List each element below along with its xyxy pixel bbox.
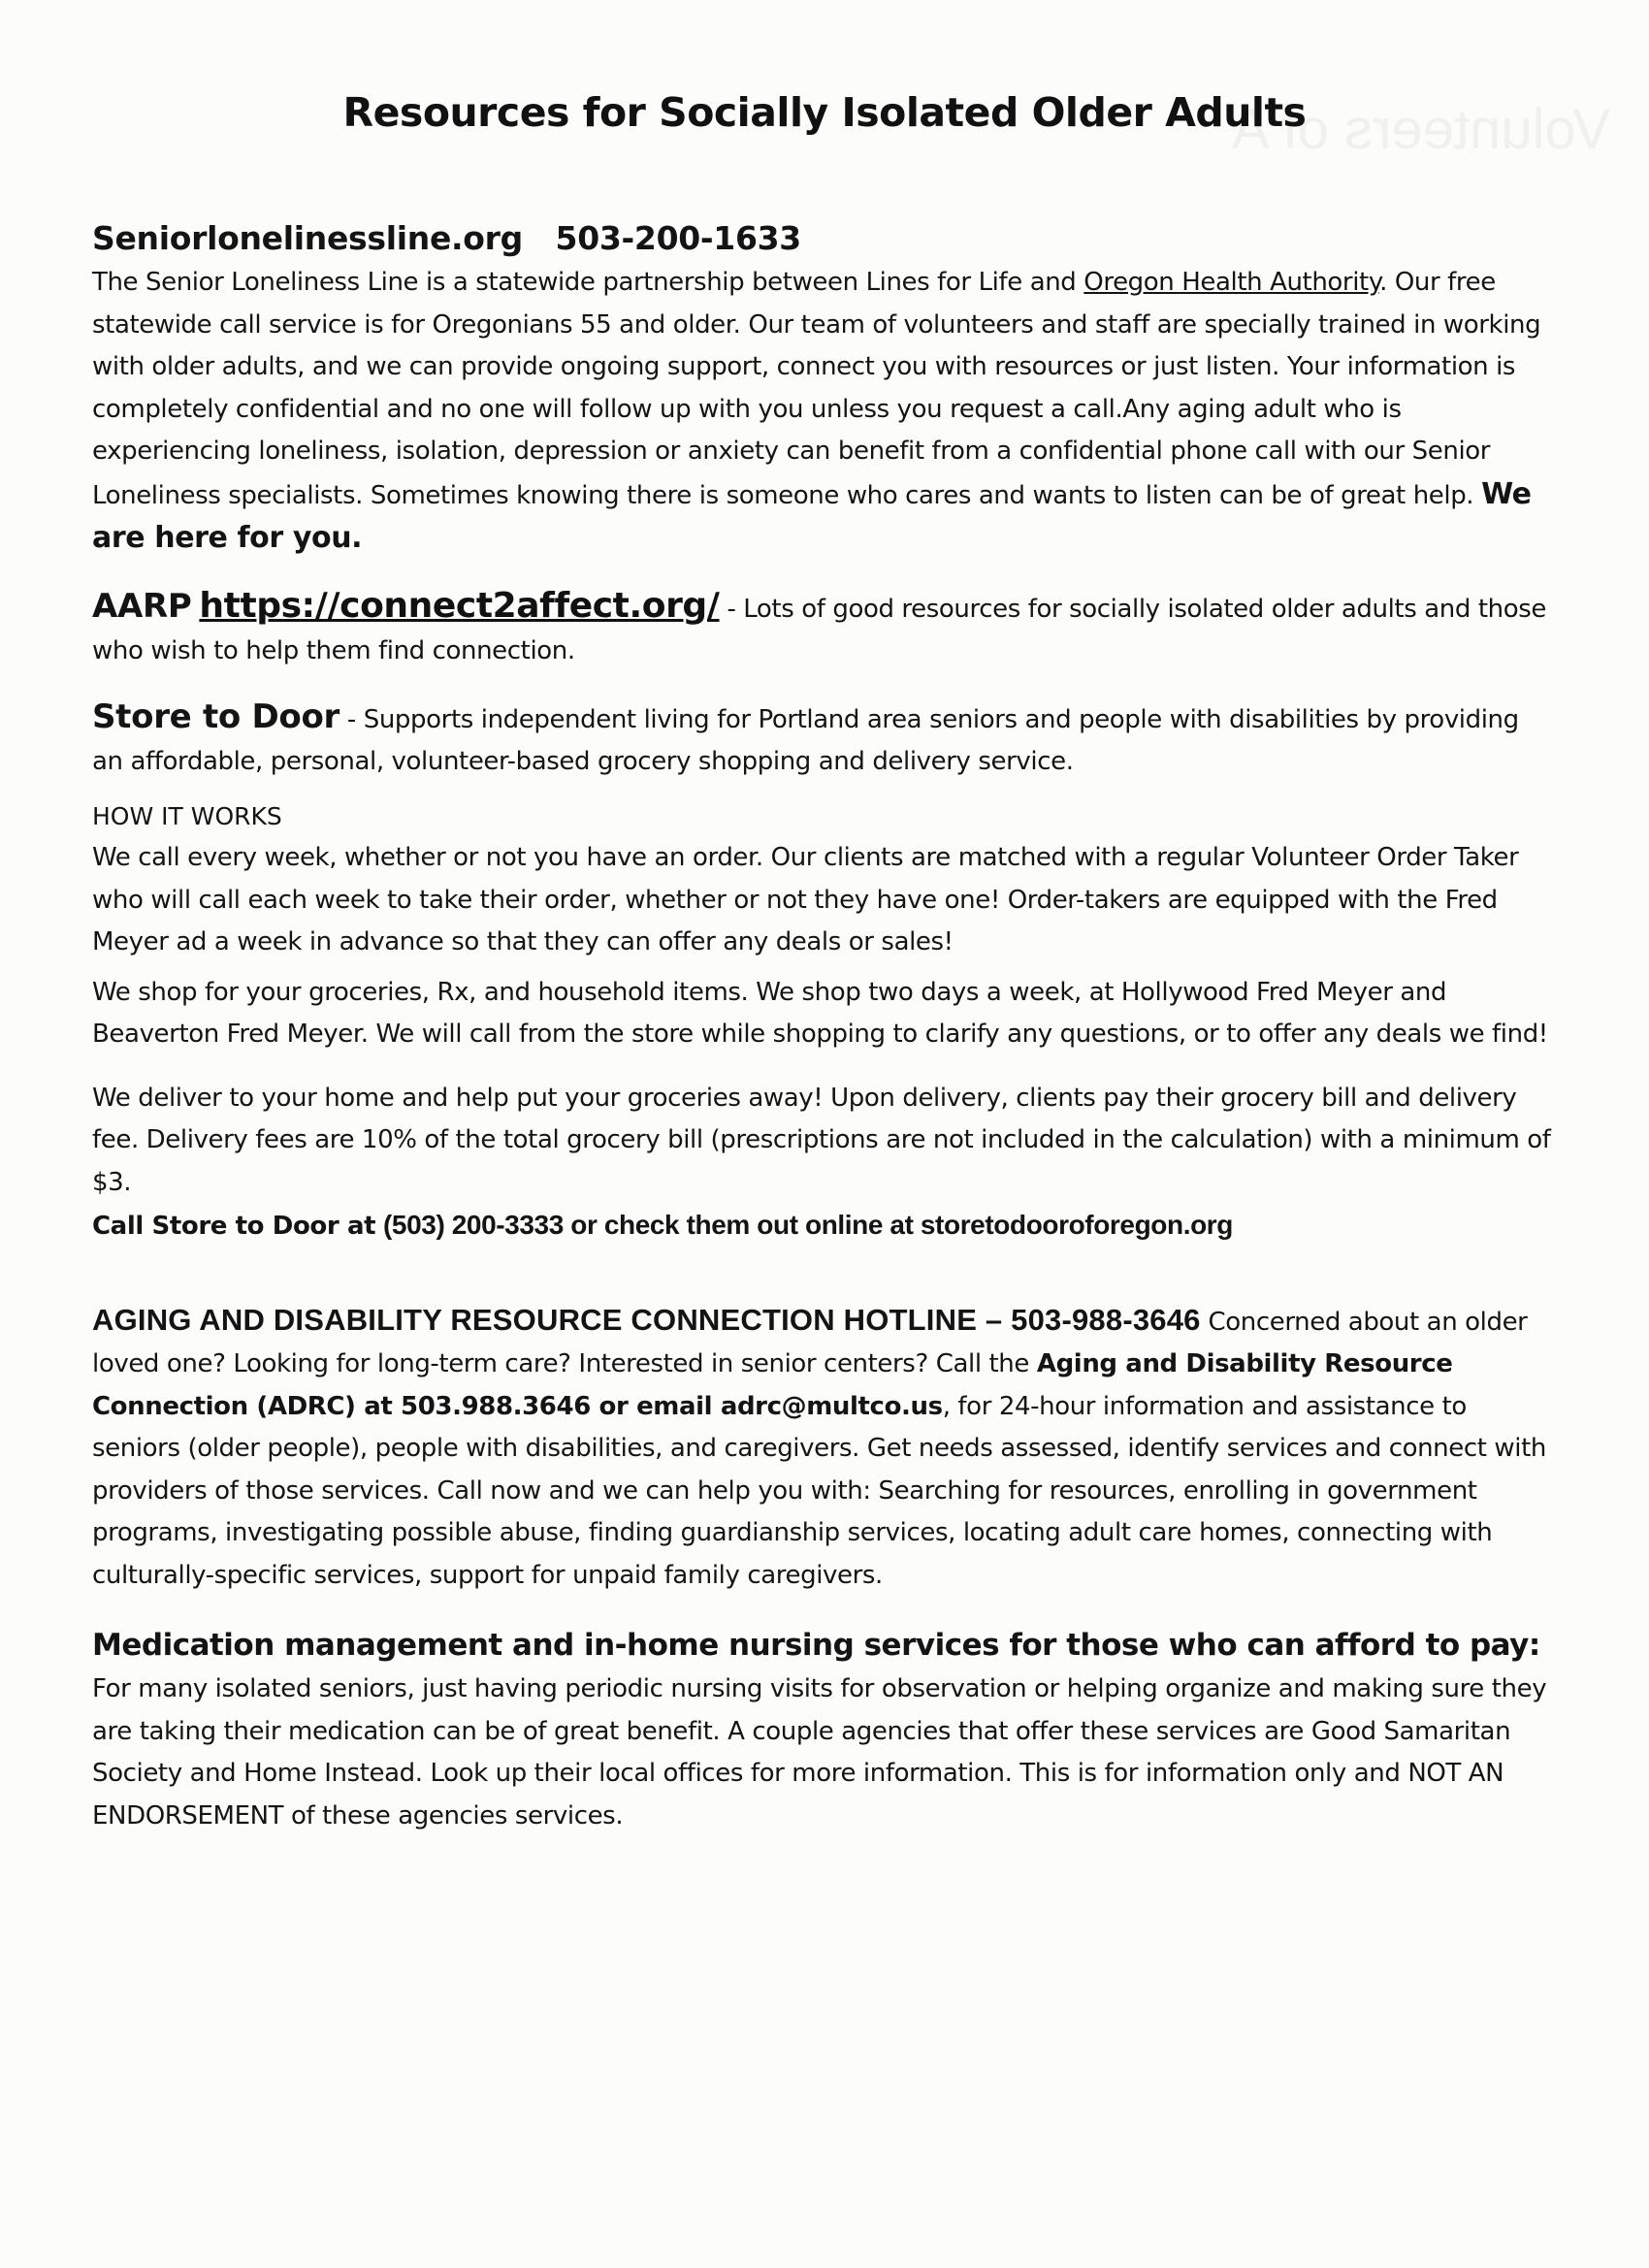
store-to-door-para-3: We deliver to your home and help put your groceries away! Upon delivery, clients pay their grocery bill and delivery fee. Delivery fees are 10% of the total grocery bill (prescriptions are not included in the calculation) with a minimum of $3. [92,1083,1551,1197]
store-to-door-para-2: We shop for your groceries, Rx, and household items. We shop two days a week, at Hollywood Fred Meyer and Beaverton Fred Meyer. We will call from the store while shopping to clarify any questions, or to offer any deals we find! [92,977,1548,1049]
adrc-intro: Concerned about an older loved one? Looking for long-term care? Interested in senior centers? Call the [92,1307,1528,1378]
adrc-section [92,1299,1557,1598]
aarp-section [92,585,1557,673]
document-body [92,215,1557,1837]
senior-line-section [92,215,1557,562]
adrc-contact: Aging and Disability Resource Connection (ADRC) at 503.988.3646 or email adrc@multco.us [92,1349,1453,1421]
store-to-door-call-details: (503) 200-3333 or check them out online at storetodooroforegon.org [383,1210,1233,1240]
medication-body: For many isolated seniors, just having periodic nursing visits for observation or helping organize and making sure they are taking their medication can be of great benefit. A couple agencies that offer these services are Good Samaritan Society and Home Instead. Look up their local offices for more information. This is for information only and NOT AN ENDORSEMENT of these agencies services. [92,1674,1547,1831]
senior-line-heading [92,215,1557,262]
page-title: Resources for Socially Isolated Older Adults [342,89,1307,136]
aarp-link[interactable]: https://connect2affect.org/ [199,585,720,626]
senior-line-body [92,262,1557,562]
aarp-description: - Lots of good resources for socially isolated older adults and those who wish to help them find connection. [92,594,1546,665]
adrc-rest: , for 24-hour information and assistance to seniors (older people), people with disabilities, and caregivers. Get needs assessed, identify services and connect with providers of those services. Call now and we can help you with: Searching for resources, enrolling in government programs, investigating possible abuse, finding guardianship services, locating adult care homes, connecting with culturally-specific services, support for unpaid family caregivers. [92,1391,1546,1590]
store-to-door-call [92,1204,1557,1248]
store-to-door-description: - Supports independent living for Portland area seniors and people with disabilities by providing an affordable, personal, volunteer-based grocery shopping and delivery service. [92,704,1519,776]
store-to-door-heading: Store to Door [92,697,340,736]
senior-line-body-start: The Senior Loneliness Line is a statewide partnership between Lines for Life and [92,268,1077,297]
how-it-works-label: HOW IT WORKS [92,801,282,830]
store-to-door-para-1: We call every week, whether or not you have an order. Our clients are matched with a regular Volunteer Order Taker who will call each week to take their order, whether or not they have one! Order-takers are equipped with the Fred Meyer ad a week in advance so that they can offer any deals or sales! [92,843,1519,956]
bleed-through-text: Volunteers of A [1231,98,1610,161]
adrc-heading: AGING AND DISABILITY RESOURCE CONNECTION HOTLINE – 503-988-3646 [92,1302,1201,1337]
senior-line-phone: 503-200-1633 [555,219,801,257]
store-to-door-intro [92,697,1557,784]
medication-heading: Medication management and in-home nursing services for those who can afford to pay: [92,1628,1540,1663]
medication-section [92,1622,1557,1837]
senior-line-closing: We are here for you. [92,476,1532,555]
oha-link[interactable]: Oregon Health Authority [1083,268,1380,297]
senior-line-site: Seniorlonelinessline.org [92,219,523,257]
store-to-door-section [92,697,1557,1248]
store-to-door-call-prefix: Call Store to Door at [92,1212,376,1241]
senior-line-body-rest: . Our free statewide call service is for Oregonians 55 and older. Our team of volunteers and staff are specially trained in working with older adults, and we can provide ongoing support, connect you with resources or just listen. Your information is completely confidential and no one will follow up with you unless you request a call.Any aging adult who is experiencing loneliness, isolation, depression or anxiety can benefit from a confidential phone call with our Senior Loneliness specialists. Sometimes knowing there is someone who cares and wants to listen can be of great help. [92,268,1541,510]
aarp-heading: AARP [92,586,192,626]
